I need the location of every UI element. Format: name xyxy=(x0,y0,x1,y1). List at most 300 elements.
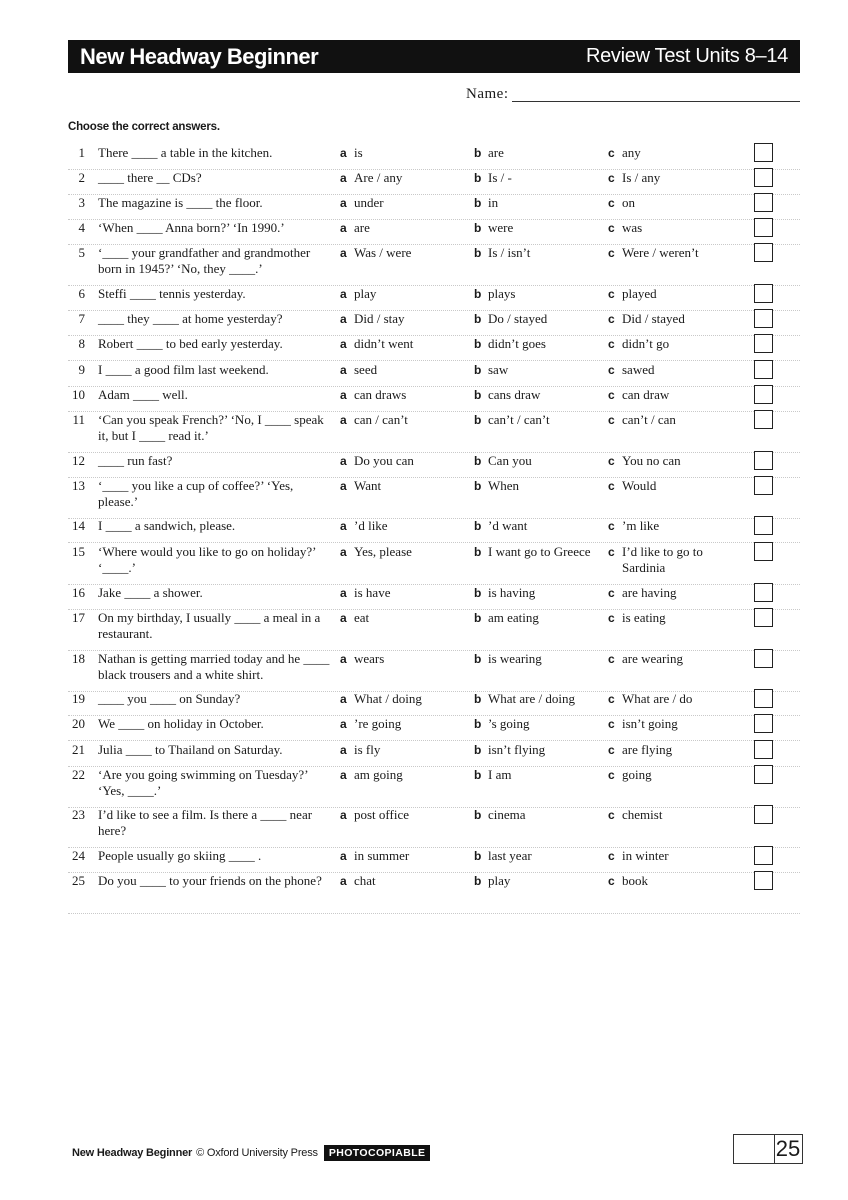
option-letter: c xyxy=(608,221,615,235)
option-a xyxy=(340,651,468,667)
question-text: Nathan is getting married today and he ____ black trousers and a white shirt. xyxy=(98,651,330,682)
option-b xyxy=(474,585,602,601)
option-text: ’s going xyxy=(488,716,530,731)
option-a xyxy=(340,453,468,469)
question-text: Robert ____ to bed early yesterday. xyxy=(98,336,283,351)
option-text: Are / any xyxy=(354,170,403,185)
option-letter: a xyxy=(340,545,347,559)
question-text: ‘Can you speak French?’ ‘No, I ____ speak it, but I ____ read it.’ xyxy=(98,412,324,443)
option-text: wears xyxy=(354,651,385,666)
question-row xyxy=(68,145,800,170)
option-b xyxy=(474,145,602,161)
option-letter: b xyxy=(474,246,482,260)
option-c xyxy=(608,873,748,889)
option-c xyxy=(608,807,748,823)
option-a xyxy=(340,336,468,352)
option-letter: c xyxy=(608,388,615,402)
option-c xyxy=(608,145,748,161)
option-a xyxy=(340,220,468,236)
question-row xyxy=(68,544,800,585)
option-letter: c xyxy=(608,545,615,559)
question-number: 8 xyxy=(78,336,85,351)
footer xyxy=(72,1145,430,1161)
option-a xyxy=(340,544,468,560)
header-banner xyxy=(68,40,800,73)
option-c xyxy=(608,311,748,327)
option-a xyxy=(340,873,468,889)
option-c xyxy=(608,478,748,494)
answer-box[interactable] xyxy=(754,218,773,237)
question-text: On my birthday, I usually ____ a meal in a restaurant. xyxy=(98,610,321,641)
option-letter: a xyxy=(340,196,347,210)
answer-box[interactable] xyxy=(754,410,773,429)
option-letter: c xyxy=(608,337,615,351)
question-text: Do you ____ to your friends on the phone? xyxy=(98,873,322,888)
option-letter: a xyxy=(340,337,347,351)
question-number: 20 xyxy=(72,716,85,731)
option-b xyxy=(474,336,602,352)
option-text: chat xyxy=(354,873,376,888)
answer-box[interactable] xyxy=(754,243,773,262)
option-b xyxy=(474,767,602,783)
question-text: I ____ a sandwich, please. xyxy=(98,518,236,533)
option-b xyxy=(474,453,602,469)
option-letter: a xyxy=(340,849,347,863)
option-letter: b xyxy=(474,768,482,782)
option-text: is having xyxy=(488,585,536,600)
option-letter: b xyxy=(474,221,482,235)
answer-box[interactable] xyxy=(754,608,773,627)
option-text: post office xyxy=(354,807,409,822)
option-b xyxy=(474,311,602,327)
option-a xyxy=(340,767,468,783)
option-letter: a xyxy=(340,479,347,493)
option-b xyxy=(474,195,602,211)
option-letter: b xyxy=(474,519,482,533)
option-letter: a xyxy=(340,808,347,822)
option-letter: a xyxy=(340,717,347,731)
question-row xyxy=(68,311,800,336)
option-letter: c xyxy=(608,849,615,863)
answer-box[interactable] xyxy=(754,284,773,303)
option-text: Is / isn’t xyxy=(488,245,531,260)
answer-box[interactable] xyxy=(754,309,773,328)
option-letter: a xyxy=(340,413,347,427)
option-letter: b xyxy=(474,196,482,210)
option-letter: c xyxy=(608,808,615,822)
option-a xyxy=(340,245,468,261)
question-number: 6 xyxy=(78,286,85,301)
option-letter: a xyxy=(340,146,347,160)
name-line[interactable] xyxy=(512,101,800,102)
option-text: book xyxy=(622,873,648,888)
option-text: are xyxy=(354,220,370,235)
option-text: Is / any xyxy=(622,170,661,185)
option-c xyxy=(608,453,748,469)
answer-box[interactable] xyxy=(754,805,773,824)
question-row xyxy=(68,691,800,716)
option-b xyxy=(474,387,602,403)
option-text: Were / weren’t xyxy=(622,245,699,260)
question-text: There ____ a table in the kitchen. xyxy=(98,145,273,160)
option-letter: c xyxy=(608,413,615,427)
option-text: are xyxy=(488,145,504,160)
option-letter: c xyxy=(608,874,615,888)
option-text: Yes, please xyxy=(354,544,412,559)
option-c xyxy=(608,651,748,667)
question-text: ‘____ your grandfather and grandmother born in 1945?’ ‘No, they ____.’ xyxy=(98,245,311,276)
option-text: in winter xyxy=(622,848,669,863)
answer-box[interactable] xyxy=(754,451,773,470)
option-letter: b xyxy=(474,454,482,468)
question-number: 1 xyxy=(78,145,85,160)
answer-box[interactable] xyxy=(754,193,773,212)
question-number: 9 xyxy=(78,362,85,377)
option-b xyxy=(474,807,602,823)
test-title: Review Test Units 8–14 xyxy=(585,45,788,67)
option-c xyxy=(608,245,748,261)
option-text: isn’t flying xyxy=(488,742,546,757)
option-letter: b xyxy=(474,545,482,559)
option-letter: a xyxy=(340,692,347,706)
option-c xyxy=(608,544,748,576)
option-text: Can you xyxy=(488,453,532,468)
option-letter: b xyxy=(474,743,482,757)
question-row xyxy=(68,387,800,412)
option-a xyxy=(340,362,468,378)
option-text: saw xyxy=(488,362,509,377)
option-letter: a xyxy=(340,287,347,301)
option-text: play xyxy=(354,286,377,301)
option-letter: b xyxy=(474,849,482,863)
question-number: 16 xyxy=(72,585,85,600)
option-text: in xyxy=(488,195,499,210)
option-text: play xyxy=(488,873,511,888)
answer-box[interactable] xyxy=(754,583,773,602)
question-row xyxy=(68,807,800,848)
option-text: didn’t goes xyxy=(488,336,546,351)
question-text: Adam ____ well. xyxy=(98,387,188,402)
option-a xyxy=(340,807,468,823)
option-a xyxy=(340,478,468,494)
question-number: 23 xyxy=(72,807,85,822)
option-b xyxy=(474,286,602,302)
option-text: are flying xyxy=(622,742,673,757)
option-letter: b xyxy=(474,413,482,427)
option-letter: c xyxy=(608,768,615,782)
option-letter: c xyxy=(608,196,615,210)
photocopiable-badge: PHOTOCOPIABLE xyxy=(324,1145,431,1161)
option-text: I’d like to go to Sardinia xyxy=(622,544,703,575)
option-c xyxy=(608,585,748,601)
question-row xyxy=(68,518,800,543)
option-text: chemist xyxy=(622,807,663,822)
option-text: can draw xyxy=(622,387,670,402)
option-b xyxy=(474,848,602,864)
option-a xyxy=(340,518,468,534)
option-c xyxy=(608,286,748,302)
option-c xyxy=(608,610,748,626)
question-text: ‘____ you like a cup of coffee?’ ‘Yes, please.’ xyxy=(98,478,294,509)
option-text: is have xyxy=(354,585,391,600)
option-c xyxy=(608,742,748,758)
option-text: is eating xyxy=(622,610,666,625)
option-letter: a xyxy=(340,519,347,533)
question-number: 3 xyxy=(78,195,85,210)
answer-box[interactable] xyxy=(754,846,773,865)
option-letter: c xyxy=(608,611,615,625)
option-text: Is / - xyxy=(488,170,512,185)
question-row xyxy=(68,170,800,195)
option-letter: a xyxy=(340,586,347,600)
option-text: played xyxy=(622,286,657,301)
option-b xyxy=(474,651,602,667)
option-text: is wearing xyxy=(488,651,542,666)
option-text: I am xyxy=(488,767,512,782)
question-text: I ____ a good film last weekend. xyxy=(98,362,269,377)
answer-box[interactable] xyxy=(754,360,773,379)
option-letter: c xyxy=(608,743,615,757)
option-text: can draws xyxy=(354,387,407,402)
option-letter: a xyxy=(340,171,347,185)
option-c xyxy=(608,170,748,186)
answer-box[interactable] xyxy=(754,689,773,708)
question-text: Julia ____ to Thailand on Saturday. xyxy=(98,742,283,757)
option-letter: b xyxy=(474,337,482,351)
option-letter: a xyxy=(340,652,347,666)
question-row xyxy=(68,742,800,767)
option-letter: c xyxy=(608,146,615,160)
option-b xyxy=(474,478,602,494)
option-text: plays xyxy=(488,286,516,301)
question-text: We ____ on holiday in October. xyxy=(98,716,264,731)
option-a xyxy=(340,387,468,403)
option-text: Would xyxy=(622,478,657,493)
question-number: 15 xyxy=(72,544,85,559)
option-text: Did / stayed xyxy=(622,311,685,326)
option-letter: a xyxy=(340,743,347,757)
option-text: can / can’t xyxy=(354,412,408,427)
question-number: 12 xyxy=(72,453,85,468)
option-letter: b xyxy=(474,312,482,326)
option-c xyxy=(608,336,748,352)
option-b xyxy=(474,873,602,889)
option-letter: a xyxy=(340,611,347,625)
option-b xyxy=(474,170,602,186)
option-letter: b xyxy=(474,611,482,625)
question-text: Steffi ____ tennis yesterday. xyxy=(98,286,246,301)
question-row xyxy=(68,585,800,610)
option-text: cinema xyxy=(488,807,526,822)
footer-title: New Headway Beginner xyxy=(72,1147,193,1159)
question-number: 17 xyxy=(72,610,85,625)
option-letter: a xyxy=(340,874,347,888)
option-text: Was / were xyxy=(354,245,412,260)
option-text: Do you can xyxy=(354,453,414,468)
option-a xyxy=(340,716,468,732)
question-number: 22 xyxy=(72,767,85,782)
option-letter: c xyxy=(608,312,615,326)
option-letter: c xyxy=(608,479,615,493)
question-row xyxy=(68,873,800,914)
page-number-box xyxy=(733,1134,803,1164)
option-letter: c xyxy=(608,246,615,260)
answer-box[interactable] xyxy=(754,542,773,561)
option-a xyxy=(340,170,468,186)
option-letter: a xyxy=(340,454,347,468)
option-letter: b xyxy=(474,146,482,160)
question-number: 24 xyxy=(72,848,85,863)
question-number: 11 xyxy=(72,412,85,427)
option-text: am eating xyxy=(488,610,539,625)
question-row xyxy=(68,336,800,361)
option-letter: a xyxy=(340,312,347,326)
option-c xyxy=(608,716,748,732)
option-text: When xyxy=(488,478,520,493)
option-b xyxy=(474,610,602,626)
option-a xyxy=(340,195,468,211)
option-text: on xyxy=(622,195,635,210)
option-b xyxy=(474,220,602,236)
answer-box[interactable] xyxy=(754,765,773,784)
option-text: Did / stay xyxy=(354,311,405,326)
name-field[interactable] xyxy=(466,86,800,106)
option-b xyxy=(474,716,602,732)
answer-box[interactable] xyxy=(754,740,773,759)
option-text: were xyxy=(488,220,514,235)
answer-box[interactable] xyxy=(754,649,773,668)
option-b xyxy=(474,362,602,378)
option-text: can’t / can’t xyxy=(488,412,550,427)
question-row xyxy=(68,651,800,692)
question-text: Jake ____ a shower. xyxy=(98,585,203,600)
option-letter: b xyxy=(474,808,482,822)
option-letter: a xyxy=(340,363,347,377)
option-letter: a xyxy=(340,768,347,782)
question-number: 21 xyxy=(72,742,85,757)
answer-box[interactable] xyxy=(754,385,773,404)
answer-box[interactable] xyxy=(754,334,773,353)
option-b xyxy=(474,412,602,428)
option-text: last year xyxy=(488,848,532,863)
option-text: didn’t go xyxy=(622,336,670,351)
question-number: 25 xyxy=(72,873,85,888)
option-letter: b xyxy=(474,287,482,301)
option-text: in summer xyxy=(354,848,410,863)
option-b xyxy=(474,518,602,534)
option-text: isn’t going xyxy=(622,716,678,731)
question-number: 7 xyxy=(78,311,85,326)
name-label: Name: xyxy=(466,86,509,102)
instructions: Choose the correct answers. xyxy=(68,121,220,133)
question-text: ____ you ____ on Sunday? xyxy=(98,691,241,706)
option-text: What are / doing xyxy=(488,691,575,706)
answer-box[interactable] xyxy=(754,168,773,187)
answer-box[interactable] xyxy=(754,143,773,162)
option-letter: b xyxy=(474,171,482,185)
option-a xyxy=(340,286,468,302)
option-c xyxy=(608,767,748,783)
option-a xyxy=(340,848,468,864)
option-c xyxy=(608,412,748,428)
question-row xyxy=(68,610,800,651)
answer-box[interactable] xyxy=(754,714,773,733)
option-text: can’t / can xyxy=(622,412,676,427)
option-letter: b xyxy=(474,363,482,377)
option-letter: c xyxy=(608,454,615,468)
option-c xyxy=(608,691,748,707)
option-c xyxy=(608,195,748,211)
option-letter: b xyxy=(474,717,482,731)
option-text: sawed xyxy=(622,362,655,377)
question-text: ____ they ____ at home yesterday? xyxy=(98,311,283,326)
book-title: New Headway Beginner xyxy=(80,44,319,69)
option-text: Want xyxy=(354,478,382,493)
option-letter: b xyxy=(474,874,482,888)
option-text: was xyxy=(622,220,643,235)
question-text: ____ there __ CDs? xyxy=(98,170,202,185)
answer-box[interactable] xyxy=(754,516,773,535)
option-letter: c xyxy=(608,586,615,600)
option-text: are having xyxy=(622,585,677,600)
question-row xyxy=(68,362,800,387)
question-row xyxy=(68,716,800,741)
option-letter: b xyxy=(474,692,482,706)
question-text: ‘Where would you like to go on holiday?’ ‘____.’ xyxy=(98,544,316,575)
question-row xyxy=(68,478,800,519)
option-letter: b xyxy=(474,388,482,402)
option-text: What / doing xyxy=(354,691,422,706)
question-number: 18 xyxy=(72,651,85,666)
option-text: seed xyxy=(354,362,378,377)
option-letter: c xyxy=(608,519,615,533)
footer-copyright: © Oxford University Press xyxy=(196,1147,318,1159)
question-text: ____ run fast? xyxy=(98,453,173,468)
question-text: The magazine is ____ the floor. xyxy=(98,195,263,210)
option-letter: c xyxy=(608,652,615,666)
answer-box[interactable] xyxy=(754,871,773,890)
answer-box[interactable] xyxy=(754,476,773,495)
option-text: What are / do xyxy=(622,691,693,706)
option-a xyxy=(340,311,468,327)
question-row xyxy=(68,767,800,808)
option-c xyxy=(608,362,748,378)
question-number: 4 xyxy=(78,220,85,235)
option-text: am going xyxy=(354,767,403,782)
option-text: Do / stayed xyxy=(488,311,548,326)
option-c xyxy=(608,220,748,236)
option-text: cans draw xyxy=(488,387,541,402)
question-row xyxy=(68,286,800,311)
option-b xyxy=(474,544,602,560)
option-b xyxy=(474,742,602,758)
option-c xyxy=(608,518,748,534)
option-text: didn’t went xyxy=(354,336,414,351)
option-text: ’d want xyxy=(488,518,528,533)
option-a xyxy=(340,691,468,707)
question-text: People usually go skiing ____ . xyxy=(98,848,262,863)
question-number: 19 xyxy=(72,691,85,706)
option-letter: b xyxy=(474,479,482,493)
option-text: under xyxy=(354,195,384,210)
page-number: 25 xyxy=(775,1136,801,1161)
question-text: ‘Are you going swimming on Tuesday?’ ‘Yes, ____.’ xyxy=(98,767,308,798)
question-number: 5 xyxy=(78,245,85,260)
option-a xyxy=(340,610,468,626)
option-text: any xyxy=(622,145,641,160)
question-row xyxy=(68,412,800,453)
option-b xyxy=(474,245,602,261)
